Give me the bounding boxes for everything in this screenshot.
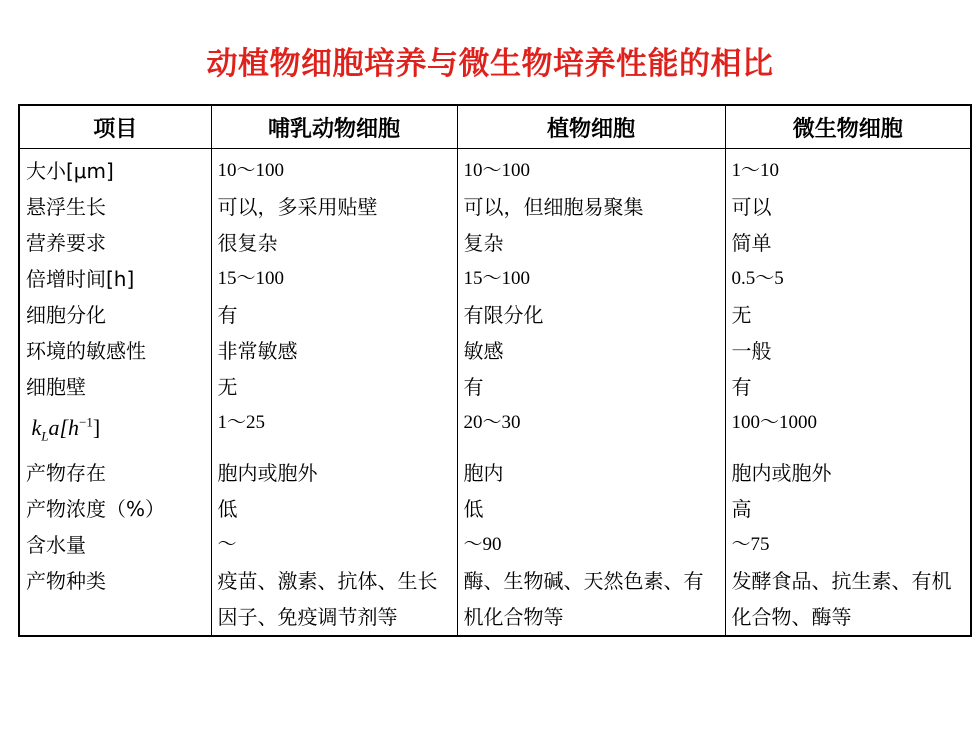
row-label: 产物浓度（%）	[19, 491, 211, 527]
table-row	[19, 149, 971, 190]
cell-mammal: 低	[211, 491, 457, 527]
table-row	[19, 369, 971, 405]
cell-microbe: ～75	[725, 527, 971, 563]
page-title: 动植物细胞培养与微生物培养性能的相比	[206, 46, 774, 82]
cell-mammal: 胞内或胞外	[211, 455, 457, 491]
cell-mammal: 1～25	[211, 405, 457, 455]
row-label: 环境的敏感性	[19, 333, 211, 369]
header-microbe: 微生物细胞	[725, 105, 971, 149]
table-row	[19, 455, 971, 491]
header-row	[19, 105, 971, 149]
cell-plant: 10～100	[457, 149, 725, 190]
cell-mammal: ～	[211, 527, 457, 563]
cell-mammal: 无	[211, 369, 457, 405]
cell-mammal: 疫苗、激素、抗体、生长因子、免疫调节剂等	[211, 563, 457, 636]
cell-mammal: 很复杂	[211, 225, 457, 261]
row-label: 大小[μm]	[19, 149, 211, 190]
cell-plant: 可以，但细胞易聚集	[457, 189, 725, 225]
cell-microbe: 1～10	[725, 149, 971, 190]
cell-microbe: 100～1000	[725, 405, 971, 455]
row-label: 细胞壁	[19, 369, 211, 405]
cell-plant: 复杂	[457, 225, 725, 261]
row-label: 产物种类	[19, 563, 211, 636]
cell-microbe: 无	[725, 297, 971, 333]
cell-microbe: 0.5～5	[725, 261, 971, 297]
table-row	[19, 225, 971, 261]
cell-microbe: 一般	[725, 333, 971, 369]
cell-microbe: 可以	[725, 189, 971, 225]
cell-mammal: 可以，多采用贴壁	[211, 189, 457, 225]
cell-mammal: 有	[211, 297, 457, 333]
header-plant: 植物细胞	[457, 105, 725, 149]
row-label: 倍增时间[h]	[19, 261, 211, 297]
cell-microbe: 胞内或胞外	[725, 455, 971, 491]
row-label-kla	[19, 405, 211, 455]
cell-microbe: 有	[725, 369, 971, 405]
cell-plant: 敏感	[457, 333, 725, 369]
row-label: 含水量	[19, 527, 211, 563]
table-row	[19, 261, 971, 297]
table-row	[19, 405, 971, 455]
header-item: 项目	[19, 105, 211, 149]
cell-plant: 有限分化	[457, 297, 725, 333]
table-row	[19, 333, 971, 369]
cell-plant: ～90	[457, 527, 725, 563]
cell-plant: 低	[457, 491, 725, 527]
row-label: 悬浮生长	[19, 189, 211, 225]
table-row	[19, 297, 971, 333]
cell-plant: 胞内	[457, 455, 725, 491]
cell-plant: 20～30	[457, 405, 725, 455]
comparison-table	[18, 104, 972, 637]
row-label: 产物存在	[19, 455, 211, 491]
kla-formula: $k_La[h^{-1}]$	[31, 415, 101, 444]
cell-plant: 有	[457, 369, 725, 405]
cell-mammal: 15～100	[211, 261, 457, 297]
row-label: 细胞分化	[19, 297, 211, 333]
cell-microbe: 高	[725, 491, 971, 527]
table-row	[19, 189, 971, 225]
header-mammal: 哺乳动物细胞	[211, 105, 457, 149]
cell-microbe: 简单	[725, 225, 971, 261]
cell-microbe: 发酵食品、抗生素、有机化合物、酶等	[725, 563, 971, 636]
cell-mammal: 非常敏感	[211, 333, 457, 369]
table-row	[19, 527, 971, 563]
row-label: 营养要求	[19, 225, 211, 261]
cell-plant: 酶、生物碱、天然色素、有机化合物等	[457, 563, 725, 636]
cell-plant: 15～100	[457, 261, 725, 297]
table-row	[19, 563, 971, 636]
table-row	[19, 491, 971, 527]
cell-mammal: 10～100	[211, 149, 457, 190]
